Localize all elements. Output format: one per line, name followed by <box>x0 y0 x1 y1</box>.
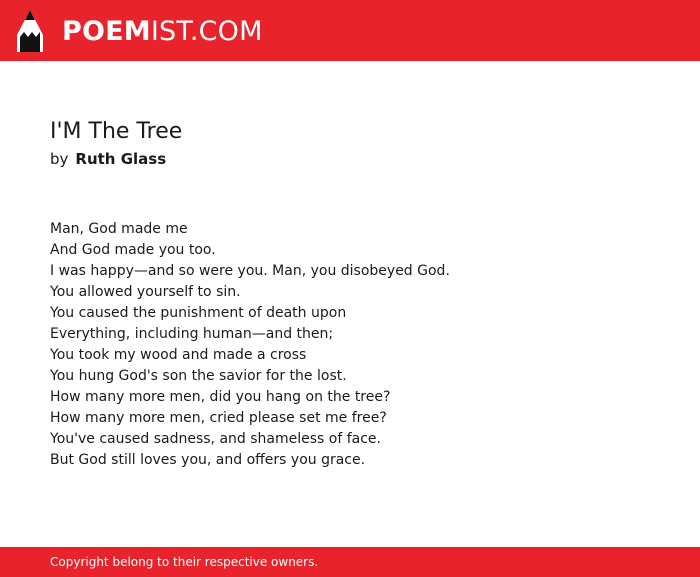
poem-line: You allowed yourself to sin. <box>50 284 241 300</box>
poem-body <box>50 219 450 471</box>
poem-title: I'M The Tree <box>50 119 183 144</box>
site-logo-link[interactable] <box>17 10 263 52</box>
poem-line: You've caused sadness, and shameless of face. <box>50 431 381 447</box>
poem-line: But God still loves you, and offers you grace. <box>50 452 366 468</box>
site-footer <box>0 547 700 577</box>
byline-prefix: by <box>50 150 69 168</box>
poem-line: Everything, including human—and then; <box>50 326 334 342</box>
author-link[interactable]: Ruth Glass <box>75 150 167 168</box>
copyright-notice: Copyright belong to their respective owners. <box>50 555 319 569</box>
logo-text-light: IST.COM <box>150 15 263 47</box>
site-header <box>0 0 700 61</box>
poem-line: You hung God's son the savior for the lost. <box>50 368 347 384</box>
poem-line: And God made you too. <box>50 242 216 258</box>
poem-line: You took my wood and made a cross <box>50 347 307 363</box>
site-logo-text <box>62 15 263 47</box>
byline <box>50 149 166 169</box>
logo-text-bold: POEM <box>62 15 151 47</box>
poem-line: I was happy—and so were you. Man, you disobeyed God. <box>50 263 450 279</box>
poem-line: How many more men, did you hang on the tree? <box>50 389 391 405</box>
poem-line: Man, God made me <box>50 221 188 237</box>
pencil-logo-icon <box>17 10 43 52</box>
poem-line: How many more men, cried please set me free? <box>50 410 387 426</box>
poem-line: You caused the punishment of death upon <box>50 305 347 321</box>
